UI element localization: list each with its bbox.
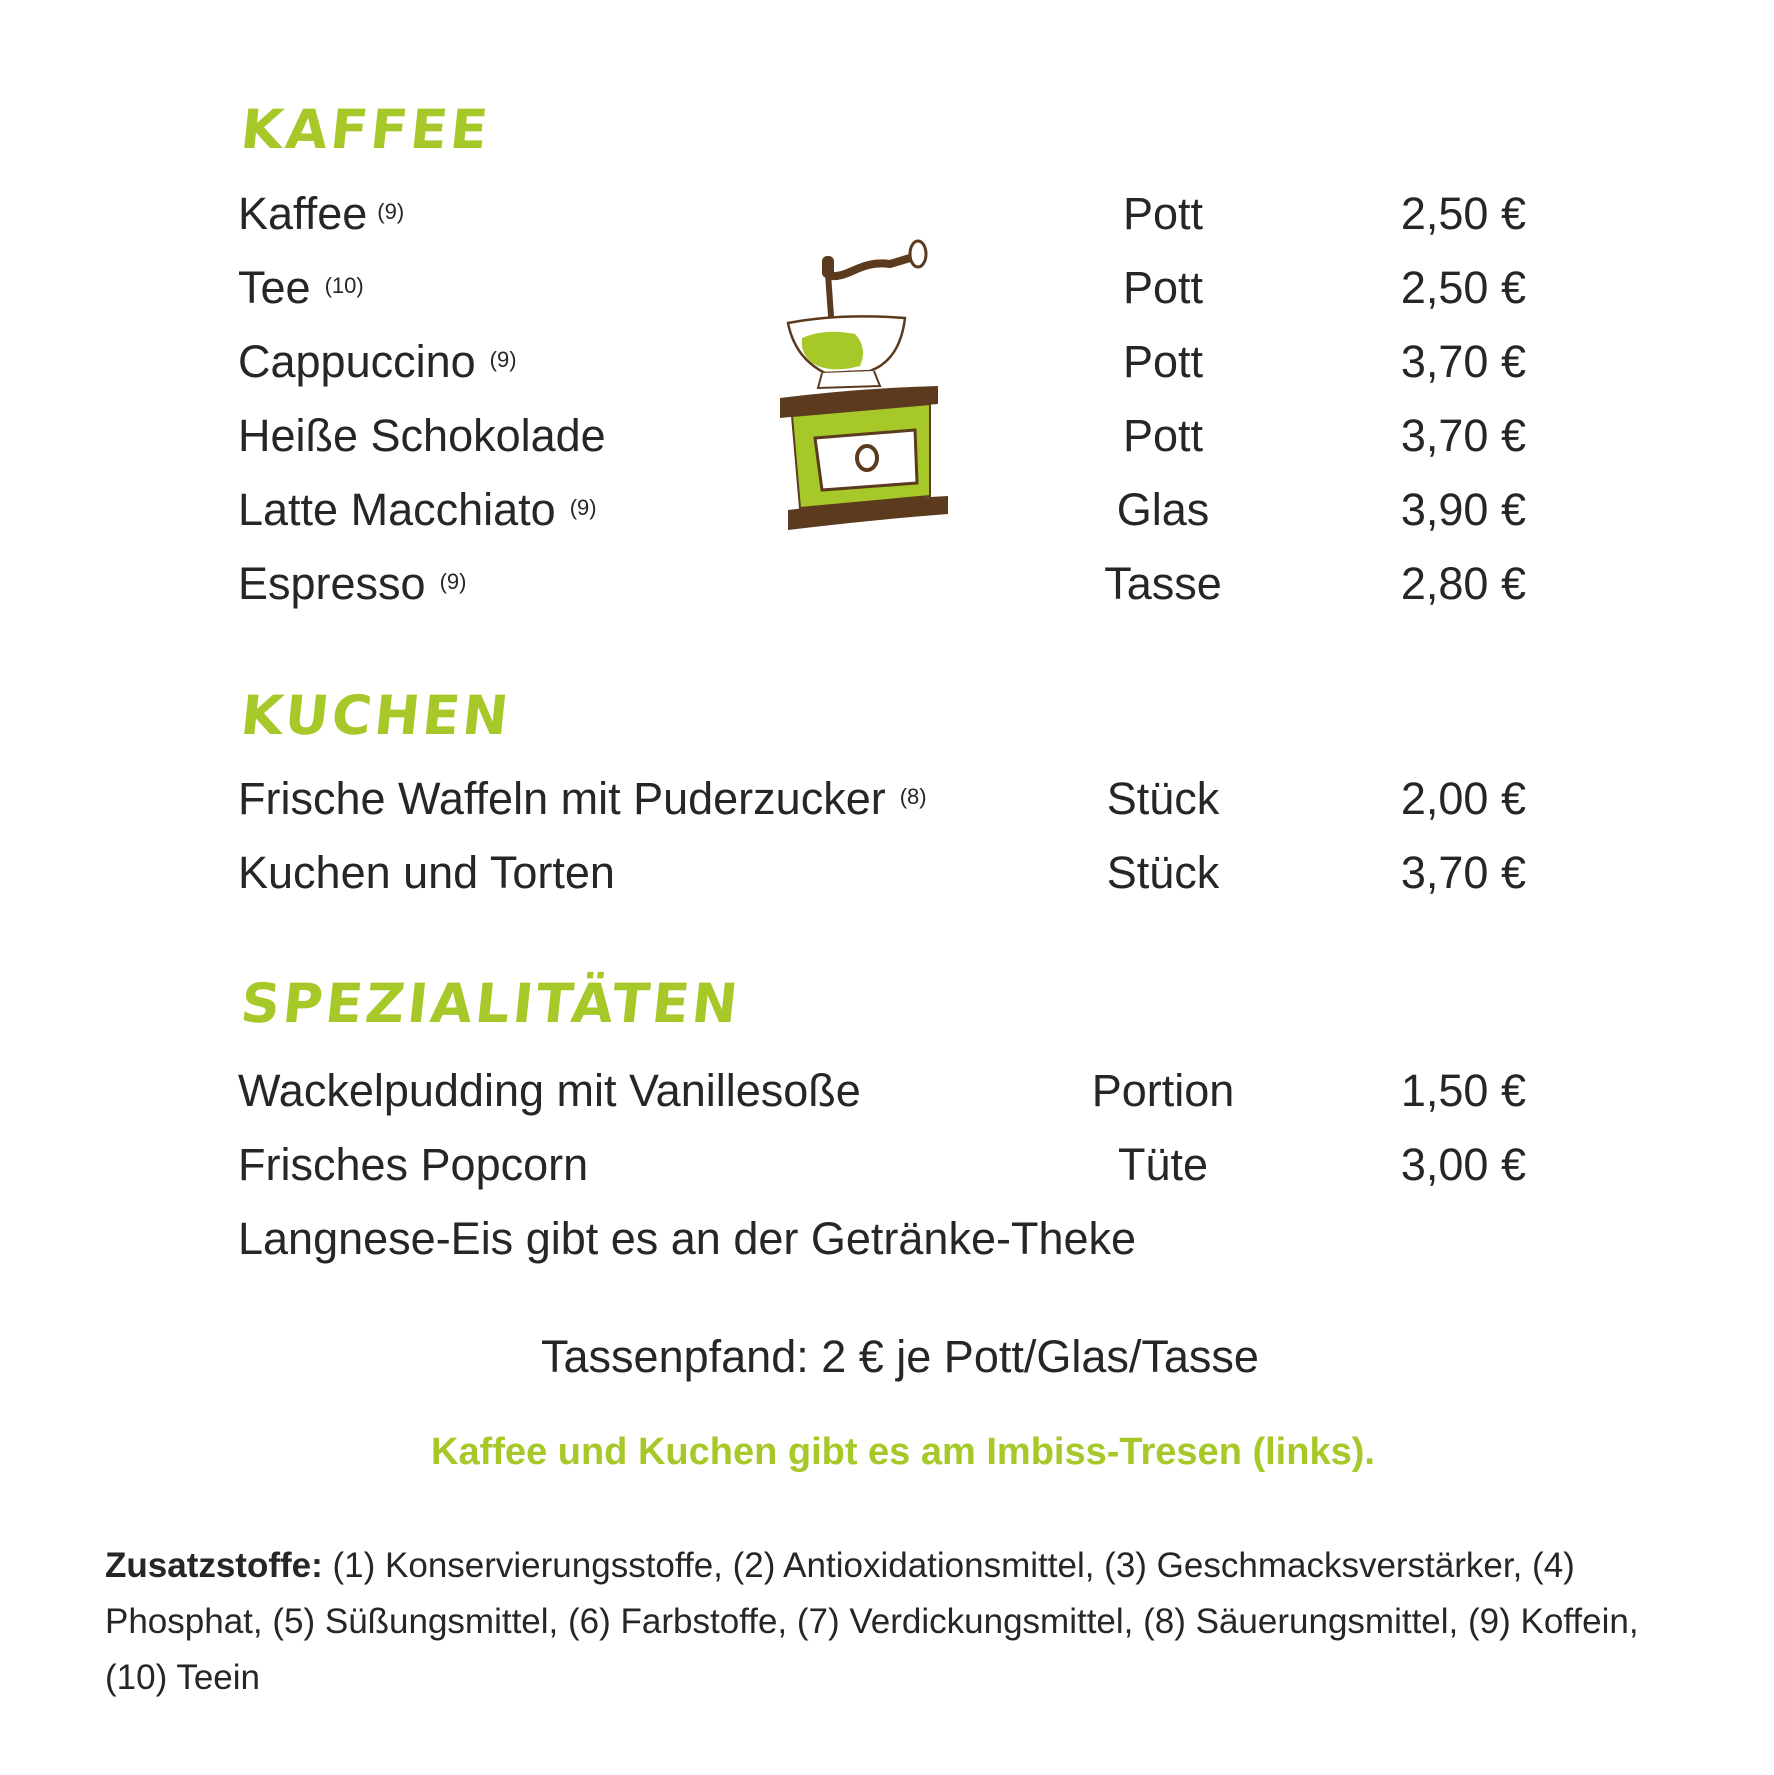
item-unit: Pott — [1122, 410, 1204, 461]
item-price: 2,50 € — [1400, 262, 1526, 313]
item-price: 2,00 € — [1400, 773, 1526, 824]
item-price: 3,70 € — [1400, 336, 1526, 387]
additive-note: (10) — [324, 273, 364, 298]
menu-row — [0, 843, 1774, 903]
section-title-kaffee: KAFFEE — [237, 98, 494, 161]
item-name: Kuchen und Torten — [238, 847, 615, 898]
additives-legend — [105, 1538, 1705, 1706]
item-unit: Pott — [1122, 262, 1204, 313]
item-name: Tee $^{(10)}$ — [238, 262, 364, 313]
item-unit: Pott — [1122, 336, 1204, 387]
menu-row — [0, 769, 1774, 829]
item-price: 2,50 € — [1400, 188, 1526, 239]
additive-note: (8) — [899, 784, 927, 809]
item-price: 3,70 € — [1400, 410, 1526, 461]
menu-row — [0, 184, 1774, 244]
additive-note: (9) — [439, 569, 467, 594]
item-unit: Tasse — [1104, 558, 1222, 609]
section-title-spezialitaeten: SPEZIALITÄTEN — [237, 972, 744, 1035]
item-name: Espresso $^{(9)}$ — [238, 558, 467, 609]
item-price: 3,90 € — [1400, 484, 1526, 535]
additive-note: (9) — [377, 199, 405, 224]
counter-location-note: Kaffee und Kuchen gibt es am Imbiss-Tresen (links). — [431, 1431, 1375, 1473]
additive-note: (9) — [489, 347, 517, 372]
item-name: Cappuccino $^{(9)}$ — [238, 336, 517, 387]
additive-note: (9) — [569, 495, 597, 520]
coffee-grinder-icon — [770, 238, 960, 538]
item-name: Kaffee $^{(9)}$ — [238, 188, 405, 239]
item-unit: Portion — [1091, 1065, 1235, 1116]
item-unit: Tüte — [1117, 1139, 1209, 1190]
item-unit: Stück — [1106, 773, 1220, 824]
additives-text: (1) Konservierungsstoffe, (2) Antioxidationsmittel, (3) Geschmacksverstärker, (4) Phosphat, (5) Süßungsmittel, (6) Farbstoffe, (7) Verdickungsmittel, (8) Säuerungsmittel, (9) Koffein, (10) Teein — [105, 1546, 1639, 1697]
item-unit: Glas — [1116, 484, 1210, 535]
item-unit: Stück — [1106, 847, 1220, 898]
item-name: Frische Waffeln mit Puderzucker $^{(8)}$ — [238, 773, 927, 824]
item-unit: Pott — [1122, 188, 1204, 239]
ice-cream-note: Langnese-Eis gibt es an der Getränke-Theke — [238, 1213, 1137, 1264]
item-price: 3,70 € — [1400, 847, 1526, 898]
item-price: 2,80 € — [1400, 558, 1526, 609]
item-price: 1,50 € — [1400, 1065, 1526, 1116]
item-name: Wackelpudding mit Vanillesoße — [238, 1065, 861, 1116]
item-name: Latte Macchiato $^{(9)}$ — [238, 484, 597, 535]
item-name: Heiße Schokolade — [238, 410, 606, 461]
cup-deposit-note: Tassenpfand: 2 € je Pott/Glas/Tasse — [541, 1331, 1259, 1382]
menu-row — [0, 1135, 1774, 1195]
item-price: 3,00 € — [1400, 1139, 1526, 1190]
menu-row — [0, 554, 1774, 614]
menu-row — [0, 1061, 1774, 1121]
additives-label: Zusatzstoffe: — [105, 1546, 323, 1585]
item-name: Frisches Popcorn — [238, 1139, 589, 1190]
section-title-kuchen: KUCHEN — [237, 684, 515, 747]
